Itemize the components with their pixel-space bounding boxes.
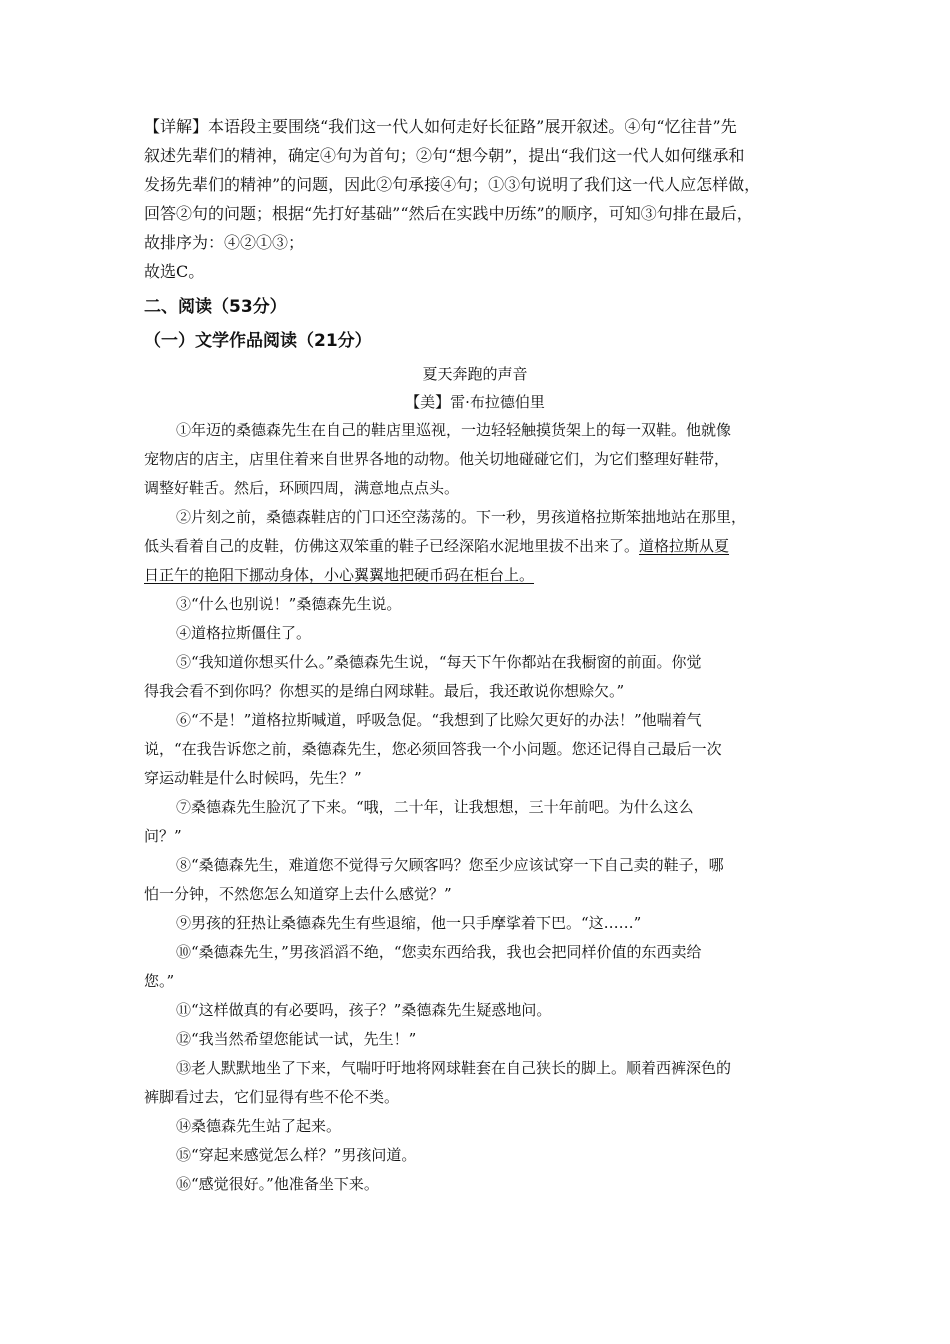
underlined-sentence-start: 道格拉斯从夏 xyxy=(639,537,730,555)
story-paragraph-7 xyxy=(144,793,806,851)
paragraph-line: 得我会看不到你吗？你想买的是绵白网球鞋。最后，我还敢说你想赊欠。” xyxy=(144,682,625,700)
paragraph-line: ⑥“不是！”道格拉斯喊道，呼吸急促。“我想到了比赊欠更好的办法！”他喘着气 xyxy=(176,711,702,729)
explanation-line: 【详解】本语段主要围绕“我们这一代人如何走好长征路”展开叙述。④句“忆往昔”先 xyxy=(144,117,737,136)
story-paragraph-8 xyxy=(144,851,806,909)
story-paragraph-6 xyxy=(144,706,806,793)
paragraph-line: ⑤“我知道你想买什么。”桑德森先生说，“每天下午你都站在我橱窗的前面。你觉 xyxy=(176,653,702,671)
answer-conclusion: 故选C。 xyxy=(144,262,205,281)
paragraph-line: ⑦桑德森先生脸沉了下来。“哦，二十年，让我想想，三十年前吧。为什么这么 xyxy=(176,798,694,816)
paragraph-line: ②片刻之前，桑德森鞋店的门口还空荡荡的。下一秒，男孩道格拉斯笨拙地站在那里， xyxy=(176,508,747,526)
paragraph-line: 裤脚看过去，它们显得有些不伦不类。 xyxy=(144,1088,400,1106)
story-paragraph-15 xyxy=(144,1141,806,1170)
paragraph-line: 问？” xyxy=(144,827,182,845)
paragraph-line: ⑭桑德森先生站了起来。 xyxy=(176,1117,342,1135)
section-heading: 二、阅读（53分） xyxy=(144,297,287,317)
paragraph-line: ③“什么也别说！”桑德森先生说。 xyxy=(176,595,402,613)
story-paragraph-3 xyxy=(144,590,806,619)
paragraph-line: 您。” xyxy=(144,972,175,990)
paragraph-line: ⑧“桑德森先生，难道您不觉得亏欠顾客吗？您至少应该试穿一下自己卖的鞋子，哪 xyxy=(176,856,724,874)
underlined-sentence-end: 日正午的艳阳下挪动身体，小心翼翼地把硬币码在柜台上。 xyxy=(144,566,535,584)
answer-explanation xyxy=(144,112,806,257)
paragraph-line: ⑫“我当然希望您能试一试，先生！” xyxy=(176,1030,417,1048)
story-paragraph-2 xyxy=(144,503,806,590)
story-paragraph-5 xyxy=(144,648,806,706)
story-author: 【美】雷·布拉德伯里 xyxy=(405,393,545,411)
story-paragraph-11 xyxy=(144,996,806,1025)
story-paragraph-4 xyxy=(144,619,806,648)
paragraph-line: ⑮“穿起来感觉怎么样？”男孩问道。 xyxy=(176,1146,417,1164)
explanation-line: 叙述先辈们的精神，确定④句为首句；②句“想今朝”，提出“我们这一代人如何继承和 xyxy=(144,146,745,165)
story-paragraph-9 xyxy=(144,909,806,938)
document-page xyxy=(144,112,806,1199)
explanation-line: 发扬先辈们的精神”的问题，因此②句承接④句；①③句说明了我们这一代人应怎样做， xyxy=(144,175,761,194)
paragraph-text: 低头看着自己的皮鞋，仿佛这双笨重的鞋子已经深陷水泥地里拔不出来了。 xyxy=(144,537,640,555)
explanation-line: 故排序为：④②①③； xyxy=(144,233,305,252)
paragraph-line: 说，“在我告诉您之前，桑德森先生，您必须回答我一个小问题。您还记得自己最后一次 xyxy=(144,740,722,758)
story-paragraph-13 xyxy=(144,1054,806,1112)
paragraph-line: ①年迈的桑德森先生在自己的鞋店里巡视，一边轻轻触摸货架上的每一双鞋。他就像 xyxy=(176,421,732,439)
story-paragraph-16 xyxy=(144,1170,806,1199)
story-paragraph-14 xyxy=(144,1112,806,1141)
paragraph-line: 穿运动鞋是什么时候吗，先生？” xyxy=(144,769,362,787)
explanation-line: 回答②句的问题；根据“先打好基础”“然后在实践中历练”的顺序，可知③句排在最后， xyxy=(144,204,753,223)
paragraph-line: ⑪“这样做真的有必要吗，孩子？”桑德森先生疑惑地问。 xyxy=(176,1001,552,1019)
story-paragraph-10 xyxy=(144,938,806,996)
paragraph-line: ④道格拉斯僵住了。 xyxy=(176,624,312,642)
paragraph-line xyxy=(144,532,806,561)
story-paragraph-1 xyxy=(144,416,806,503)
paragraph-line: 怕一分钟，不然您怎么知道穿上去什么感觉？” xyxy=(144,885,452,903)
subsection-heading: （一）文学作品阅读（21分） xyxy=(144,331,372,351)
story-paragraph-12 xyxy=(144,1025,806,1054)
paragraph-line: 调整好鞋舌。然后，环顾四周，满意地点点头。 xyxy=(144,479,460,497)
story-title: 夏天奔跑的声音 xyxy=(422,365,528,383)
paragraph-line: ⑨男孩的狂热让桑德森先生有些退缩，他一只手摩挲着下巴。“这……” xyxy=(176,914,642,932)
paragraph-line: ⑩“桑德森先生，”男孩滔滔不绝，“您卖东西给我，我也会把同样价值的东西卖给 xyxy=(176,943,702,961)
story-body xyxy=(144,416,806,1199)
paragraph-line: ⑬老人默默地坐了下来，气喘吁吁地将网球鞋套在自己狭长的脚上。顺着西裤深色的 xyxy=(176,1059,732,1077)
paragraph-line: ⑯“感觉很好。”他准备坐下来。 xyxy=(176,1175,379,1193)
paragraph-line: 宠物店的店主，店里住着来自世界各地的动物。他关切地碰碰它们，为它们整理好鞋带， xyxy=(144,450,730,468)
